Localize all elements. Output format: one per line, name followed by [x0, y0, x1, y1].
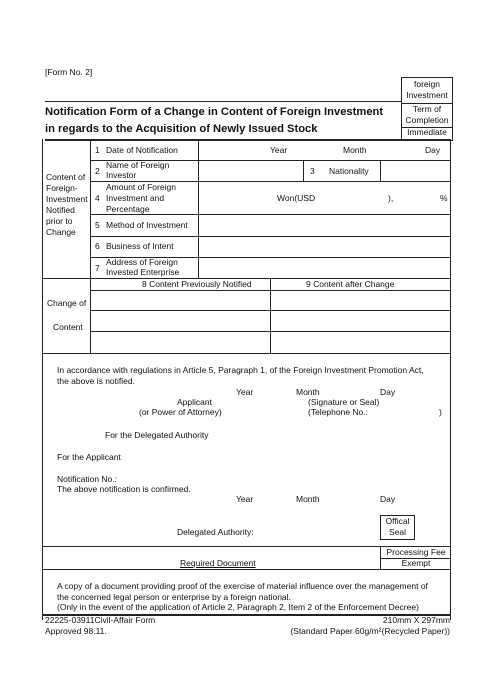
form-title-line2: in regards to the Acquisition of Newly Issued Stock	[45, 123, 318, 135]
processing-fee-box	[380, 547, 451, 570]
won-usd-label: Won(USD	[277, 193, 316, 203]
row2-number: 2	[95, 166, 100, 176]
row5-number: 5	[95, 220, 100, 230]
notification-no-label: Notification No.:	[57, 474, 117, 484]
amount-label-3: Percentage	[106, 204, 150, 214]
power-of-attorney-label: (or Power of Attorney)	[139, 407, 222, 417]
form-number: [Form No. 2]	[45, 67, 93, 77]
footer-paper-size: 210mm X 297mm	[382, 615, 450, 625]
confirm-day: Day	[380, 494, 396, 504]
usd-close-paren: ),	[388, 193, 394, 203]
change-label-1: Change of	[47, 298, 87, 308]
percent-sign: %	[440, 193, 448, 203]
row4-number: 4	[95, 193, 100, 203]
address-label-1: Address of Foreign	[106, 257, 178, 267]
official-seal-box	[380, 515, 415, 540]
day-label: Day	[425, 145, 441, 155]
nationality-label: Nationality	[329, 166, 369, 176]
row7-number: 7	[95, 263, 100, 273]
investor-name-label-2: Investor	[106, 170, 137, 180]
processing-fee-value: Exempt	[401, 558, 431, 568]
required-doc-line2: the concerned legal person or enterprise by a foreign national.	[57, 592, 291, 602]
declaration-line1: In accordance with regulations in Article 5, Paragraph 1, of the Foreign Investment Promotion Act,	[57, 365, 424, 375]
previous-content-header: 8 Content Previously Notified	[142, 279, 252, 289]
declaration-line2: the above is notified.	[57, 376, 135, 386]
for-applicant: For the Applicant	[57, 452, 121, 462]
required-document-heading: Required Document	[180, 558, 256, 568]
row3-number: 3	[310, 166, 315, 176]
address-label-2: Invested Enterprise	[106, 267, 180, 277]
business-label: Business of Intent	[106, 241, 174, 251]
row6-number: 6	[95, 241, 100, 251]
decl-month: Month	[296, 387, 320, 397]
confirmed-text: The above notification is confirmed.	[57, 484, 191, 494]
side-line2: Investment	[406, 90, 448, 100]
year-label: Year	[270, 145, 288, 155]
date-of-notification-field[interactable]	[199, 140, 450, 160]
row1-number: 1	[95, 145, 100, 155]
term-label: Term of	[412, 104, 442, 114]
amount-label-2: Investment and	[106, 193, 165, 203]
business-field[interactable]	[199, 237, 450, 257]
seal-line2: Seal	[388, 527, 406, 537]
completion-label: Completion	[405, 115, 449, 125]
side-line1: foreign	[414, 79, 440, 89]
content-after-header: 9 Content after Change	[306, 279, 395, 289]
method-label: Method of Investment	[106, 220, 188, 230]
previous-content-field[interactable]	[91, 291, 270, 353]
delegated-authority-label: Delegated Authority:	[177, 527, 254, 537]
confirm-month: Month	[296, 494, 320, 504]
signature-label: (Signature or Seal)	[308, 397, 380, 407]
after-change-field[interactable]	[271, 291, 450, 353]
investor-name-field[interactable]	[199, 161, 302, 181]
change-label-2: Content	[53, 322, 83, 332]
nationality-field[interactable]	[381, 161, 450, 181]
amount-label-1: Amount of Foreign	[106, 182, 176, 192]
footer-paper-type: (Standard Paper 60g/m²(Recycled Paper))	[290, 626, 450, 636]
processing-fee-label: Processing Fee	[386, 547, 446, 557]
footer-form-code: 22225-03911Civil-Affair Form	[45, 615, 156, 625]
seal-line1: Offical	[385, 516, 410, 526]
amount-field[interactable]	[199, 182, 450, 214]
date-of-notification-label: Date of Notification	[106, 145, 178, 155]
applicant-label: Applicant	[177, 397, 212, 407]
footer-approved: Approved 98.11.	[45, 626, 107, 636]
form-title-line1: Notification Form of a Change in Content of Foreign Investment	[45, 106, 384, 118]
immediate-label: Immediate	[407, 127, 447, 137]
for-delegated-authority: For the Delegated Authority	[105, 430, 209, 440]
method-field[interactable]	[199, 215, 450, 236]
decl-day: Day	[380, 387, 396, 397]
completion-box	[401, 77, 453, 141]
required-doc-line1: A copy of a document providing proof of the exercise of material influence over the management of	[57, 581, 428, 591]
investor-name-label-1: Name of Foreign	[106, 160, 170, 170]
decl-year: Year	[236, 387, 254, 397]
telephone-close: )	[439, 407, 442, 417]
confirm-year: Year	[236, 494, 254, 504]
month-label: Month	[343, 145, 367, 155]
required-doc-line3: (Only in the event of the application of Article 2, Paragraph 2, Item 2 of the Enforcement Decree)	[57, 602, 419, 612]
telephone-label: (Telephone No.:	[308, 407, 369, 417]
address-field[interactable]	[199, 258, 450, 278]
